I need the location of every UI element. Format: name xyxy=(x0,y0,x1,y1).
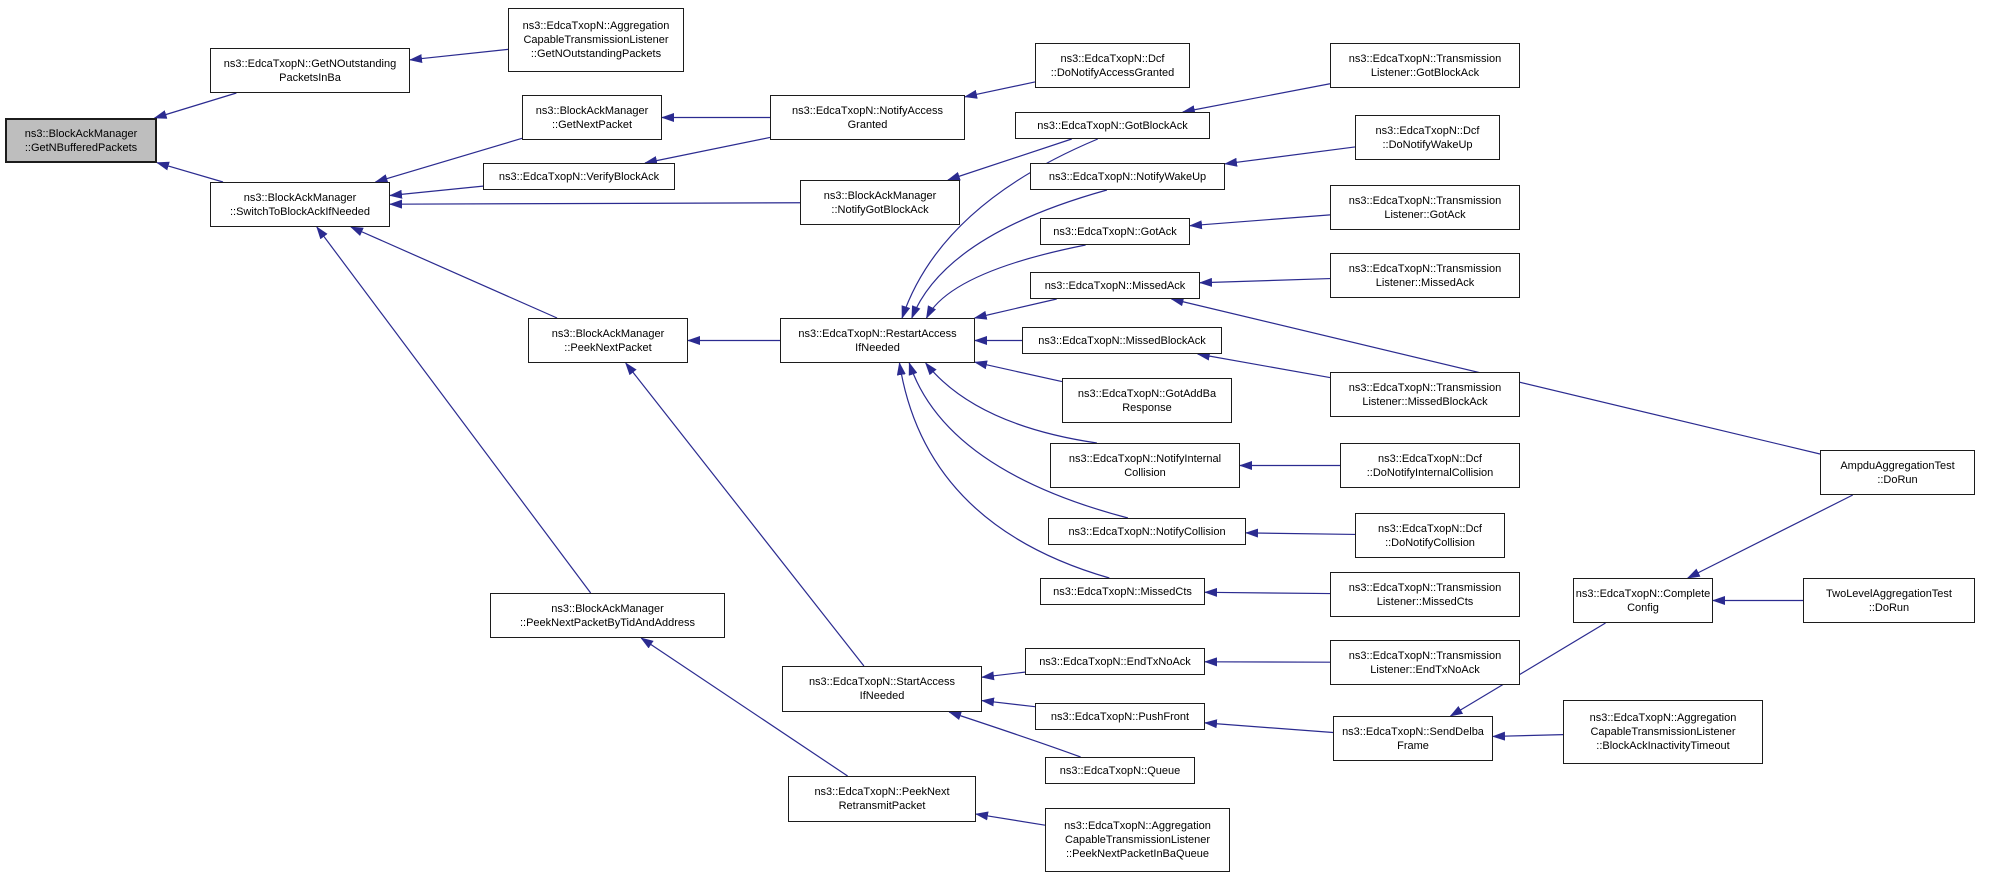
graph-node-collision[interactable] xyxy=(1048,518,1246,545)
graph-node-label: ::GetNextPacket xyxy=(551,118,633,131)
graph-node-label: Collision xyxy=(1124,466,1166,479)
graph-node-label: ::DoNotifyCollision xyxy=(1385,536,1475,549)
graph-node-tl_gotack[interactable] xyxy=(1330,185,1520,230)
graph-node-label: ns3::EdcaTxopN::NotifyInternal xyxy=(1068,452,1222,465)
graph-node-label: Listener::EndTxNoAck xyxy=(1370,663,1480,676)
graph-node-peekinba[interactable] xyxy=(1045,808,1230,872)
call-edge-peekbytid-to-switch xyxy=(317,227,591,593)
graph-node-peekbytid[interactable] xyxy=(490,593,725,638)
graph-node-gotaddba[interactable] xyxy=(1062,378,1232,423)
graph-node-label: ns3::EdcaTxopN::PushFront xyxy=(1050,710,1190,723)
graph-node-label: ns3::EdcaTxopN::Transmission xyxy=(1348,649,1502,662)
call-edge-ampdu-to-complete xyxy=(1688,495,1853,578)
graph-node-agg_outstanding[interactable] xyxy=(508,8,684,72)
call-edge-agg_outstanding-to-outstanding xyxy=(410,49,508,59)
graph-node-label: ::DoNotifyAccessGranted xyxy=(1050,66,1175,79)
graph-node-label: Listener::MissedCts xyxy=(1376,595,1474,608)
graph-node-label: ns3::EdcaTxopN::Queue xyxy=(1059,764,1181,777)
graph-node-label: ns3::EdcaTxopN::MissedCts xyxy=(1053,585,1192,598)
graph-node-label: ns3::EdcaTxopN::Transmission xyxy=(1348,262,1502,275)
graph-node-label: CapableTransmissionListener xyxy=(1064,834,1211,846)
graph-node-label: Listener::MissedBlockAck xyxy=(1362,395,1488,408)
graph-node-wakeup[interactable] xyxy=(1030,163,1225,190)
call-edge-peekinba-to-retransmit xyxy=(976,814,1045,825)
graph-node-retransmit[interactable] xyxy=(788,776,976,822)
call-edge-verify-to-switch xyxy=(390,186,483,195)
graph-node-label: ::SwitchToBlockAckIfNeeded xyxy=(229,205,370,218)
call-edge-notifyaccess-to-verify xyxy=(645,137,770,163)
call-edge-inactivity-to-delba xyxy=(1493,735,1563,737)
graph-node-outstanding[interactable] xyxy=(210,48,410,93)
graph-node-label: ns3::EdcaTxopN::Transmission xyxy=(1348,381,1502,394)
graph-node-label: ::PeekNextPacket xyxy=(564,341,652,354)
call-edge-tl_gotba-to-gotblockack xyxy=(1183,84,1330,112)
graph-node-tl_missedcts[interactable] xyxy=(1330,572,1520,617)
call-edge-delba-to-push xyxy=(1205,723,1333,733)
graph-node-gotack[interactable] xyxy=(1040,218,1190,245)
call-edge-peeknext-to-switch xyxy=(351,227,557,318)
graph-node-tl_missedack[interactable] xyxy=(1330,253,1520,298)
call-edge-missedack-to-restart xyxy=(975,299,1057,318)
graph-node-label: ns3::EdcaTxopN::Transmission xyxy=(1348,581,1502,594)
graph-node-label: ns3::EdcaTxopN::MissedAck xyxy=(1044,279,1186,292)
graph-node-label: IfNeeded xyxy=(855,341,900,354)
graph-node-missedack[interactable] xyxy=(1030,272,1200,299)
graph-node-queue[interactable] xyxy=(1045,757,1195,784)
graph-node-label: ::PeekNextPacketByTidAndAddress xyxy=(519,616,696,629)
graph-node-label: CapableTransmissionListener xyxy=(1590,726,1736,738)
graph-node-endtx[interactable] xyxy=(1025,648,1205,675)
graph-node-label: ns3::EdcaTxopN::NotifyWakeUp xyxy=(1048,170,1207,183)
graph-node-label: ns3::EdcaTxopN::Dcf xyxy=(1060,52,1165,65)
graph-node-label: ns3::EdcaTxopN::StartAccess xyxy=(808,676,956,688)
call-edge-gotaddba-to-restart xyxy=(975,362,1062,381)
call-edge-dcf_wakeup-to-wakeup xyxy=(1225,147,1355,164)
graph-node-notifyaccess[interactable] xyxy=(770,95,965,140)
graph-node-notifygotba[interactable] xyxy=(800,180,960,225)
graph-node-label: Granted xyxy=(847,118,888,131)
call-edge-tl_missedcts-to-missedcts xyxy=(1205,592,1330,593)
graph-node-dcf_internal[interactable] xyxy=(1340,443,1520,488)
graph-node-label: ns3::EdcaTxopN::Dcf xyxy=(1378,522,1482,535)
graph-node-label: ::DoNotifyInternalCollision xyxy=(1366,466,1494,479)
graph-node-label: ns3::EdcaTxopN::NotifyCollision xyxy=(1068,525,1226,538)
graph-node-label: ns3::EdcaTxopN::GotAck xyxy=(1053,225,1177,238)
graph-node-label: ns3::EdcaTxopN::SendDelba xyxy=(1342,725,1484,738)
graph-node-label: ns3::EdcaTxopN::RestartAccess xyxy=(798,327,957,340)
graph-node-label: ns3::EdcaTxopN::GotBlockAck xyxy=(1037,119,1188,132)
graph-node-label: ns3::EdcaTxopN::Aggregation xyxy=(1589,712,1737,724)
graph-node-label: ns3::EdcaTxopN::Complete xyxy=(1575,587,1711,600)
graph-node-label: ns3::EdcaTxopN::EndTxNoAck xyxy=(1039,655,1191,668)
graph-node-label: ns3::BlockAckManager xyxy=(823,189,937,202)
graph-node-label: ns3::EdcaTxopN::MissedBlockAck xyxy=(1038,334,1206,347)
graph-node-label: RetransmitPacket xyxy=(838,800,926,812)
graph-node-dcf_collision[interactable] xyxy=(1355,513,1505,558)
graph-node-label: AmpduAggregationTest xyxy=(1840,459,1955,472)
graph-node-label: ns3::EdcaTxopN::VerifyBlockAck xyxy=(498,170,660,183)
graph-node-dcf_access[interactable] xyxy=(1035,43,1190,88)
graph-node-ampdu[interactable] xyxy=(1820,450,1975,495)
graph-node-inactivity[interactable] xyxy=(1563,700,1763,764)
graph-node-label: ns3::EdcaTxopN::Aggregation xyxy=(522,20,670,32)
graph-node-label: Listener::GotAck xyxy=(1384,208,1466,221)
graph-node-label: ns3::EdcaTxopN::GotAddBa xyxy=(1077,387,1217,400)
call-edge-switch-to-buffered xyxy=(157,163,223,182)
graph-node-label: ::NotifyGotBlockAck xyxy=(831,203,929,216)
graph-node-label: ::DoRun xyxy=(1868,601,1910,614)
graph-node-tl_gotba[interactable] xyxy=(1330,43,1520,88)
call-edge-outstanding-to-buffered xyxy=(155,93,237,118)
graph-node-peeknext[interactable] xyxy=(528,318,688,363)
call-edge-tl_gotack-to-gotack xyxy=(1190,215,1330,226)
graph-node-missedba[interactable] xyxy=(1022,327,1222,354)
graph-node-label: ::GetNBufferedPackets xyxy=(24,141,138,154)
call-edge-push-to-start xyxy=(982,701,1035,707)
call-edge-notifygotba-to-switch xyxy=(390,203,800,204)
graph-node-missedcts[interactable] xyxy=(1040,578,1205,605)
graph-node-label: CapableTransmissionListener xyxy=(523,34,669,46)
graph-node-tl_missedba[interactable] xyxy=(1330,372,1520,417)
graph-node-label: IfNeeded xyxy=(859,690,905,702)
graph-node-label: ::DoRun xyxy=(1877,473,1918,486)
graph-node-label: ::GetNOutstandingPackets xyxy=(530,48,662,60)
call-edge-dcf_collision-to-collision xyxy=(1246,533,1355,535)
graph-node-label: ns3::EdcaTxopN::GetNOutstanding xyxy=(223,57,397,70)
graph-node-label: ::BlockAckInactivityTimeout xyxy=(1596,740,1730,752)
graph-node-getnext[interactable] xyxy=(522,95,662,140)
graph-node-label: ns3::BlockAckManager xyxy=(551,327,665,340)
graph-node-label: ns3::EdcaTxopN::PeekNext xyxy=(814,786,950,798)
graph-node-push[interactable] xyxy=(1035,703,1205,730)
graph-node-gotblockack[interactable] xyxy=(1015,112,1210,139)
graph-node-label: ::DoNotifyWakeUp xyxy=(1382,138,1473,151)
graph-node-start[interactable] xyxy=(782,666,982,712)
graph-node-two[interactable] xyxy=(1803,578,1975,623)
graph-node-label: Listener::GotBlockAck xyxy=(1370,66,1480,79)
graph-node-label: ns3::EdcaTxopN::NotifyAccess xyxy=(791,104,943,117)
graph-node-label: ns3::BlockAckManager xyxy=(551,602,664,615)
graph-node-delba[interactable] xyxy=(1333,716,1493,761)
graph-node-label: Response xyxy=(1122,401,1172,414)
graph-node-label: ::PeekNextPacketInBaQueue xyxy=(1065,848,1210,860)
graph-node-label: Frame xyxy=(1397,739,1429,752)
graph-node-label: ns3::EdcaTxopN::Transmission xyxy=(1348,194,1502,207)
graph-node-tl_endtx[interactable] xyxy=(1330,640,1520,685)
graph-node-label: ns3::EdcaTxopN::Transmission xyxy=(1348,52,1502,65)
graph-node-verify[interactable] xyxy=(483,163,675,190)
graph-node-label: ns3::BlockAckManager xyxy=(243,191,357,204)
call-edge-tl_missedack-to-missedack xyxy=(1200,279,1330,283)
call-edge-endtx-to-start xyxy=(982,672,1025,677)
graph-node-label: Config xyxy=(1627,601,1659,614)
graph-node-dcf_wakeup[interactable] xyxy=(1355,115,1500,160)
graph-node-switch[interactable] xyxy=(210,182,390,227)
call-edge-tl_missedba-to-missedba xyxy=(1198,354,1330,378)
graph-node-label: PacketsInBa xyxy=(279,71,341,84)
graph-node-label: TwoLevelAggregationTest xyxy=(1826,587,1952,600)
graph-node-label: ns3::EdcaTxopN::Dcf xyxy=(1375,124,1480,137)
call-edge-dcf_access-to-notifyaccess xyxy=(965,82,1035,97)
graph-node-label: ns3::EdcaTxopN::Dcf xyxy=(1378,452,1482,465)
graph-node-complete[interactable] xyxy=(1573,578,1713,623)
graph-node-label: Listener::MissedAck xyxy=(1375,276,1475,289)
graph-node-internal[interactable] xyxy=(1050,443,1240,488)
graph-node-buffered xyxy=(5,118,157,163)
graph-node-label: ns3::EdcaTxopN::Aggregation xyxy=(1064,820,1211,832)
graph-node-label: ns3::BlockAckManager xyxy=(24,127,138,140)
graph-node-label: ns3::BlockAckManager xyxy=(535,104,649,117)
graph-node-restart[interactable] xyxy=(780,318,975,363)
